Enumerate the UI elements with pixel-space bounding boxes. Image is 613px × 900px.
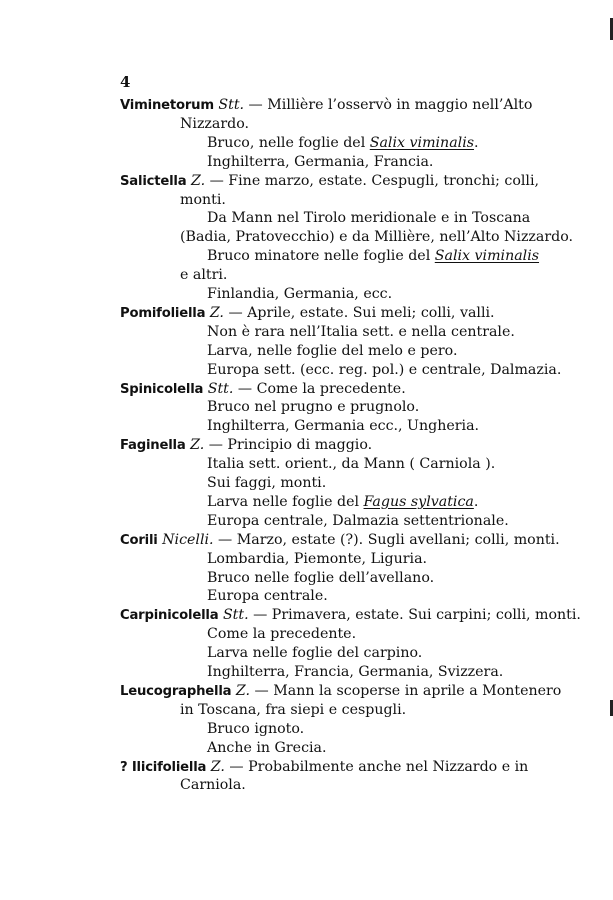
entry-line: Carniola.: [180, 777, 246, 794]
entry-heading: [120, 172, 539, 191]
entry-line: Lombardia, Piemonte, Liguria.: [207, 550, 428, 567]
entry-line-text: .: [474, 134, 479, 151]
entry-heading-text: — Marzo, estate (?). Sugli avellani; colli, monti.: [213, 531, 560, 548]
entry-heading: [120, 304, 495, 323]
entry-line: Sui faggi, monti.: [207, 475, 327, 491]
species-name: Spinicolella: [120, 381, 204, 397]
entry-heading-text: — Millière l’osservò in maggio nell’Alto: [244, 97, 533, 113]
species-author: Z.: [210, 758, 225, 775]
entry-line-text: Bruco minatore nelle foglie del: [207, 248, 435, 265]
entry-heading-text: — Come la precedente.: [233, 380, 406, 397]
species-name: Carpinicolella: [120, 608, 219, 624]
entry-line: in Toscana, fra siepi e cespugli.: [180, 701, 407, 718]
entry-line: Italia sett. orient., da Mann ( Carniola ).: [207, 456, 496, 473]
entry-line: Bruco nelle foglie dell’avellano.: [207, 569, 435, 586]
species-name: Faginella: [120, 438, 186, 454]
entry-line: Europa centrale, Dalmazia settentrionale.: [207, 512, 509, 529]
species-name: Salictella: [120, 173, 187, 189]
entry-line: Bruco nel prugno e prugnolo.: [207, 399, 420, 416]
entry-line: Non è rara nell’Italia sett. e nella centrale.: [207, 323, 515, 340]
entry-line: Larva nelle foglie del carpino.: [207, 645, 423, 662]
species-name: Leucographella: [120, 683, 232, 699]
species-name: Viminetorum: [120, 98, 214, 113]
entry-heading: [120, 531, 560, 550]
entry-heading: [120, 380, 406, 399]
entry-line: Anche in Grecia.: [207, 739, 327, 756]
entry-line: Inghilterra, Francia, Germania, Svizzera.: [207, 664, 504, 680]
entry-line: Larva, nelle foglie del melo e pero.: [207, 342, 458, 359]
species-author: Z.: [190, 437, 205, 454]
entry-line: Europa sett. (ecc. reg. pol.) e centrale, Dalmazia.: [207, 361, 562, 378]
scientific-name: Salix viminalis: [369, 134, 475, 151]
entry-line: Inghilterra, Germania, Francia.: [207, 153, 434, 170]
species-author: Z.: [235, 682, 251, 699]
species-name: Corili: [120, 532, 158, 548]
species-author: Stt.: [222, 607, 249, 624]
entry-uncertain-mark: ?: [120, 759, 132, 775]
entry-heading: [120, 758, 528, 777]
entry-line: e altri.: [180, 267, 228, 284]
species-author: Z.: [209, 304, 224, 321]
entry-line: Da Mann nel Tirolo meridionale e in Toscana: [207, 210, 531, 227]
entry-heading-text: — Principio di maggio.: [204, 437, 373, 454]
entry-heading-text: — Primavera, estate. Sui carpini; colli, monti.: [248, 607, 581, 624]
entry-line: [207, 247, 539, 265]
species-name: Ilicifoliella: [131, 759, 207, 775]
entry-line-text: Bruco, nelle foglie del: [207, 134, 370, 151]
entry-line: Nizzardo.: [180, 115, 250, 132]
entry-heading: [120, 606, 581, 625]
entry-line: monti.: [180, 191, 226, 208]
scientific-name: Fagus sylvatica: [363, 493, 474, 510]
entry-line: [207, 493, 478, 511]
entry-heading-text: — Probabilmente anche nel Nizzardo e in: [224, 758, 529, 775]
scientific-name: Salix viminalis: [434, 248, 540, 265]
page-number: 4: [120, 73, 131, 91]
species-author: Stt.: [218, 97, 245, 113]
entry-line: Bruco ignoto.: [207, 720, 305, 737]
entry-line-text: Larva nelle foglie del: [207, 493, 364, 510]
species-author: Nicelli.: [162, 531, 214, 548]
entry-heading: [120, 682, 561, 701]
entry-line: Inghilterra, Germania ecc., Ungheria.: [207, 418, 480, 435]
entry-line: Finlandia, Germania, ecc.: [207, 286, 393, 302]
entry-heading-text: — Fine marzo, estate. Cespugli, tronchi; colli,: [205, 172, 540, 189]
species-author: Z.: [190, 172, 206, 189]
species-author: Stt.: [207, 380, 234, 397]
entry-line: Europa centrale.: [207, 588, 328, 605]
entry-line: (Badia, Pratovecchio) e da Millière, nell’Alto Nizzardo.: [180, 229, 574, 246]
species-name: Pomifoliella: [120, 305, 206, 321]
entry-heading-text: — Mann la scoperse in aprile a Montenero: [250, 682, 562, 699]
entry-line: Come la precedente.: [207, 626, 357, 643]
entry-line: [207, 134, 479, 152]
entry-heading: [120, 436, 372, 455]
entry-line-text: .: [473, 493, 479, 510]
entry-heading-text: — Aprile, estate. Sui meli; colli, valli.: [223, 304, 495, 321]
entry-heading: [120, 96, 532, 115]
